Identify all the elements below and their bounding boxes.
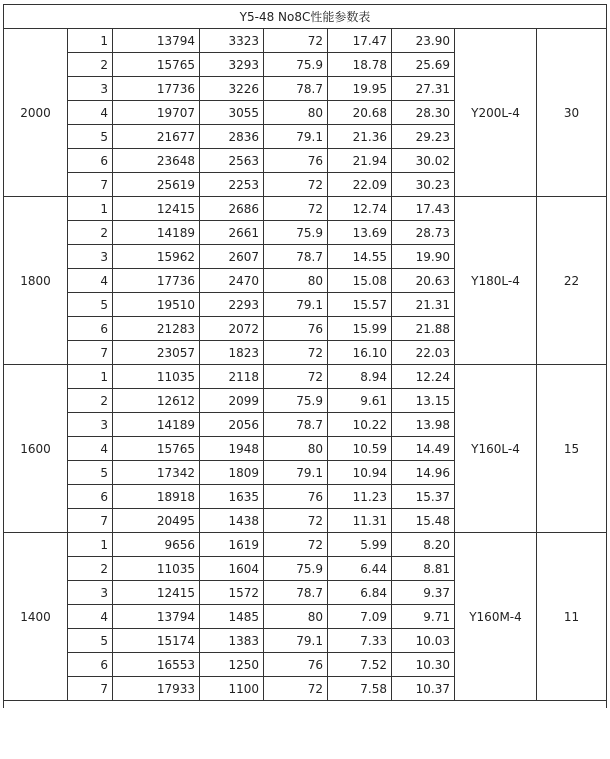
motor-power-cell: 11 [537, 533, 607, 701]
required-power-value: 13.15 [392, 389, 455, 413]
internal-power-value: 17.47 [328, 29, 392, 53]
efficiency-value: 72 [264, 197, 328, 221]
pressure-value: 3293 [200, 53, 264, 77]
required-power-value: 9.37 [392, 581, 455, 605]
internal-power-value: 12.74 [328, 197, 392, 221]
efficiency-value: 78.7 [264, 77, 328, 101]
efficiency-value: 72 [264, 533, 328, 557]
motor-power-cell: 30 [537, 29, 607, 197]
pressure-value: 1604 [200, 557, 264, 581]
required-power-value: 8.81 [392, 557, 455, 581]
required-power-value: 10.03 [392, 629, 455, 653]
efficiency-value: 79.1 [264, 293, 328, 317]
required-power-value: 20.63 [392, 269, 455, 293]
partial-cell [4, 701, 607, 708]
internal-power-value: 6.44 [328, 557, 392, 581]
required-power-value: 15.37 [392, 485, 455, 509]
flow-value: 12415 [113, 197, 200, 221]
required-power-value: 23.90 [392, 29, 455, 53]
required-power-value: 14.96 [392, 461, 455, 485]
pressure-value: 1250 [200, 653, 264, 677]
pressure-value: 3055 [200, 101, 264, 125]
efficiency-value: 72 [264, 173, 328, 197]
internal-power-value: 11.23 [328, 485, 392, 509]
efficiency-value: 79.1 [264, 629, 328, 653]
performance-table [3, 4, 607, 708]
internal-power-value: 5.99 [328, 533, 392, 557]
row-index: 2 [68, 53, 113, 77]
row-index: 6 [68, 653, 113, 677]
required-power-value: 15.48 [392, 509, 455, 533]
required-power-value: 21.88 [392, 317, 455, 341]
efficiency-value: 79.1 [264, 461, 328, 485]
flow-value: 17736 [113, 269, 200, 293]
efficiency-value: 80 [264, 437, 328, 461]
efficiency-value: 78.7 [264, 245, 328, 269]
required-power-value: 14.49 [392, 437, 455, 461]
internal-power-value: 21.94 [328, 149, 392, 173]
flow-value: 15962 [113, 245, 200, 269]
flow-value: 14189 [113, 413, 200, 437]
flow-value: 9656 [113, 533, 200, 557]
performance-table-sheet [3, 4, 606, 708]
speed-cell: 1600 [4, 365, 68, 533]
efficiency-value: 78.7 [264, 413, 328, 437]
flow-value: 21677 [113, 125, 200, 149]
efficiency-value: 75.9 [264, 53, 328, 77]
required-power-value: 9.71 [392, 605, 455, 629]
table-row-partial [4, 701, 607, 708]
row-index: 4 [68, 605, 113, 629]
pressure-value: 1809 [200, 461, 264, 485]
row-index: 2 [68, 557, 113, 581]
required-power-value: 25.69 [392, 53, 455, 77]
required-power-value: 17.43 [392, 197, 455, 221]
internal-power-value: 11.31 [328, 509, 392, 533]
flow-value: 14189 [113, 221, 200, 245]
row-index: 4 [68, 437, 113, 461]
pressure-value: 1635 [200, 485, 264, 509]
row-index: 1 [68, 365, 113, 389]
efficiency-value: 72 [264, 29, 328, 53]
flow-value: 11035 [113, 365, 200, 389]
title-row [4, 5, 607, 29]
flow-value: 16553 [113, 653, 200, 677]
required-power-value: 8.20 [392, 533, 455, 557]
row-index: 6 [68, 485, 113, 509]
internal-power-value: 8.94 [328, 365, 392, 389]
flow-value: 19510 [113, 293, 200, 317]
required-power-value: 27.31 [392, 77, 455, 101]
internal-power-value: 15.08 [328, 269, 392, 293]
efficiency-value: 72 [264, 365, 328, 389]
pressure-value: 2253 [200, 173, 264, 197]
pressure-value: 2686 [200, 197, 264, 221]
internal-power-value: 18.78 [328, 53, 392, 77]
internal-power-value: 21.36 [328, 125, 392, 149]
pressure-value: 1948 [200, 437, 264, 461]
internal-power-value: 10.22 [328, 413, 392, 437]
efficiency-value: 79.1 [264, 125, 328, 149]
row-index: 2 [68, 221, 113, 245]
pressure-value: 1438 [200, 509, 264, 533]
pressure-value: 3226 [200, 77, 264, 101]
required-power-value: 21.31 [392, 293, 455, 317]
pressure-value: 2836 [200, 125, 264, 149]
pressure-value: 1383 [200, 629, 264, 653]
flow-value: 19707 [113, 101, 200, 125]
flow-value: 21283 [113, 317, 200, 341]
required-power-value: 19.90 [392, 245, 455, 269]
required-power-value: 22.03 [392, 341, 455, 365]
pressure-value: 1823 [200, 341, 264, 365]
row-index: 1 [68, 29, 113, 53]
table-title: Y5-48 No8C性能参数表 [4, 5, 607, 29]
flow-value: 25619 [113, 173, 200, 197]
pressure-value: 2293 [200, 293, 264, 317]
flow-value: 18918 [113, 485, 200, 509]
required-power-value: 10.30 [392, 653, 455, 677]
motor-model-cell: Y200L-4 [455, 29, 537, 197]
flow-value: 23648 [113, 149, 200, 173]
row-index: 5 [68, 125, 113, 149]
internal-power-value: 15.99 [328, 317, 392, 341]
pressure-value: 3323 [200, 29, 264, 53]
efficiency-value: 72 [264, 341, 328, 365]
flow-value: 17342 [113, 461, 200, 485]
row-index: 6 [68, 317, 113, 341]
speed-cell: 1800 [4, 197, 68, 365]
efficiency-value: 72 [264, 509, 328, 533]
internal-power-value: 10.94 [328, 461, 392, 485]
pressure-value: 2056 [200, 413, 264, 437]
flow-value: 12415 [113, 581, 200, 605]
pressure-value: 2563 [200, 149, 264, 173]
required-power-value: 28.73 [392, 221, 455, 245]
row-index: 7 [68, 173, 113, 197]
speed-cell: 1400 [4, 533, 68, 701]
pressure-value: 2661 [200, 221, 264, 245]
row-index: 7 [68, 677, 113, 701]
row-index: 7 [68, 509, 113, 533]
flow-value: 15765 [113, 437, 200, 461]
internal-power-value: 15.57 [328, 293, 392, 317]
efficiency-value: 75.9 [264, 221, 328, 245]
row-index: 3 [68, 77, 113, 101]
table-row [4, 365, 607, 389]
flow-value: 23057 [113, 341, 200, 365]
internal-power-value: 14.55 [328, 245, 392, 269]
pressure-value: 2607 [200, 245, 264, 269]
row-index: 3 [68, 581, 113, 605]
efficiency-value: 75.9 [264, 389, 328, 413]
internal-power-value: 7.09 [328, 605, 392, 629]
efficiency-value: 80 [264, 605, 328, 629]
efficiency-value: 72 [264, 677, 328, 701]
internal-power-value: 19.95 [328, 77, 392, 101]
flow-value: 12612 [113, 389, 200, 413]
internal-power-value: 16.10 [328, 341, 392, 365]
internal-power-value: 22.09 [328, 173, 392, 197]
motor-power-cell: 15 [537, 365, 607, 533]
required-power-value: 10.37 [392, 677, 455, 701]
required-power-value: 12.24 [392, 365, 455, 389]
internal-power-value: 10.59 [328, 437, 392, 461]
required-power-value: 28.30 [392, 101, 455, 125]
row-index: 5 [68, 293, 113, 317]
efficiency-value: 75.9 [264, 557, 328, 581]
efficiency-value: 78.7 [264, 581, 328, 605]
pressure-value: 2470 [200, 269, 264, 293]
row-index: 5 [68, 629, 113, 653]
motor-model-cell: Y160M-4 [455, 533, 537, 701]
table-row [4, 197, 607, 221]
row-index: 4 [68, 101, 113, 125]
efficiency-value: 80 [264, 269, 328, 293]
internal-power-value: 9.61 [328, 389, 392, 413]
flow-value: 13794 [113, 605, 200, 629]
motor-model-cell: Y180L-4 [455, 197, 537, 365]
internal-power-value: 7.52 [328, 653, 392, 677]
internal-power-value: 20.68 [328, 101, 392, 125]
table-row [4, 533, 607, 557]
pressure-value: 2099 [200, 389, 264, 413]
flow-value: 15765 [113, 53, 200, 77]
internal-power-value: 7.58 [328, 677, 392, 701]
row-index: 6 [68, 149, 113, 173]
efficiency-value: 76 [264, 149, 328, 173]
pressure-value: 1572 [200, 581, 264, 605]
internal-power-value: 13.69 [328, 221, 392, 245]
row-index: 5 [68, 461, 113, 485]
pressure-value: 2072 [200, 317, 264, 341]
internal-power-value: 6.84 [328, 581, 392, 605]
row-index: 1 [68, 197, 113, 221]
required-power-value: 13.98 [392, 413, 455, 437]
efficiency-value: 76 [264, 485, 328, 509]
row-index: 7 [68, 341, 113, 365]
pressure-value: 1619 [200, 533, 264, 557]
efficiency-value: 76 [264, 653, 328, 677]
flow-value: 17736 [113, 77, 200, 101]
required-power-value: 29.23 [392, 125, 455, 149]
internal-power-value: 7.33 [328, 629, 392, 653]
required-power-value: 30.23 [392, 173, 455, 197]
row-index: 1 [68, 533, 113, 557]
motor-power-cell: 22 [537, 197, 607, 365]
pressure-value: 2118 [200, 365, 264, 389]
row-index: 2 [68, 389, 113, 413]
motor-model-cell: Y160L-4 [455, 365, 537, 533]
pressure-value: 1485 [200, 605, 264, 629]
flow-value: 13794 [113, 29, 200, 53]
row-index: 4 [68, 269, 113, 293]
flow-value: 17933 [113, 677, 200, 701]
speed-cell: 2000 [4, 29, 68, 197]
efficiency-value: 80 [264, 101, 328, 125]
pressure-value: 1100 [200, 677, 264, 701]
flow-value: 20495 [113, 509, 200, 533]
row-index: 3 [68, 413, 113, 437]
flow-value: 11035 [113, 557, 200, 581]
required-power-value: 30.02 [392, 149, 455, 173]
efficiency-value: 76 [264, 317, 328, 341]
table-row [4, 29, 607, 53]
row-index: 3 [68, 245, 113, 269]
flow-value: 15174 [113, 629, 200, 653]
